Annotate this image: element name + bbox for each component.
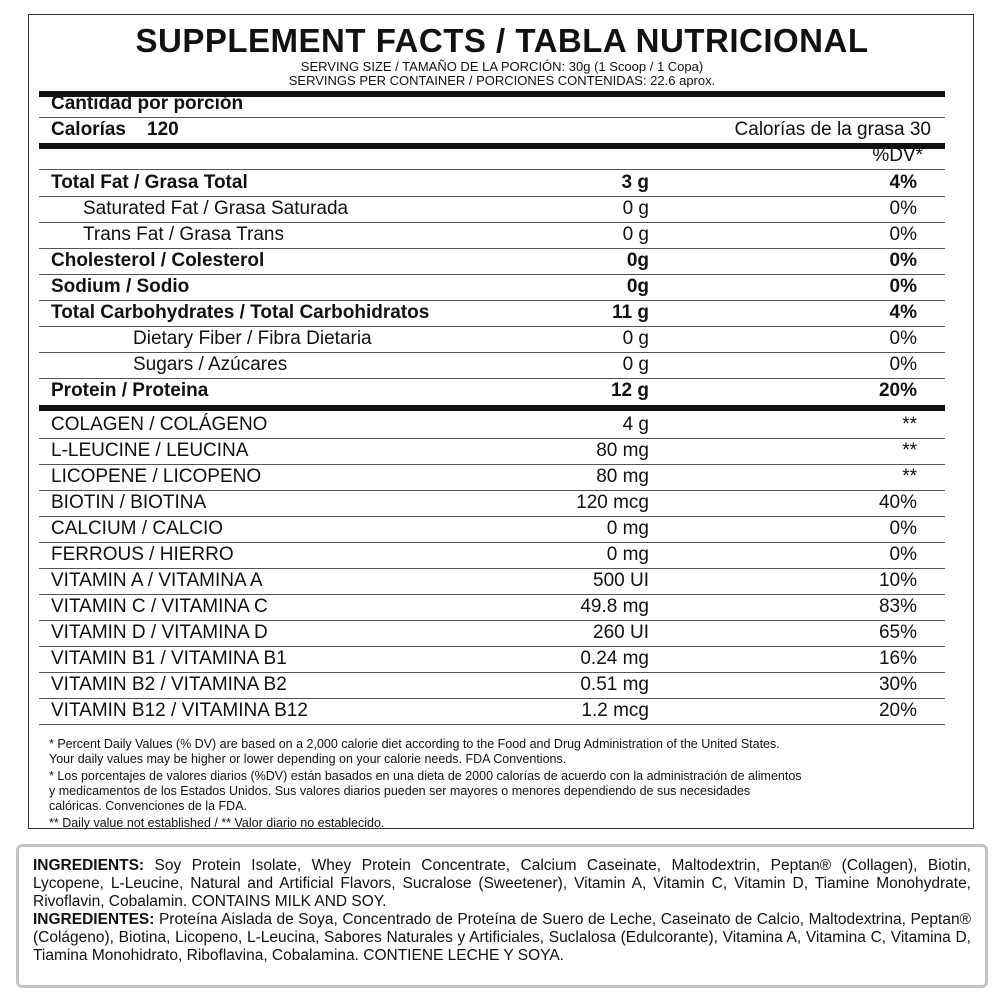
nutrient-row	[39, 490, 945, 516]
ingredients-en-text: Soy Protein Isolate, Whey Protein Concentrate, Calcium Caseinate, Maltodextrin, Peptan® (Collagen), Biotin, Lycopene, L-Leucine, Natural and Artificial Flavors, Sucralose (Sweetener), Vitamin A, Vitamin C, Vitamin D, Tiamine Monohydrate, Rivoflavin, Cobalamin. CONTAINS MILK AND SOY.	[33, 857, 971, 910]
nutrient-amount: 80 mg	[596, 440, 649, 461]
nutrient-row	[39, 438, 945, 464]
supplement-facts-panel	[28, 14, 974, 829]
nutrient-name: VITAMIN B2 / VITAMINA B2	[51, 674, 287, 695]
nutrient-name: FERROUS / HIERRO	[51, 544, 234, 565]
nutrient-row	[39, 698, 945, 724]
nutrient-amount: 0 mg	[606, 544, 649, 565]
nutrient-dv: 0%	[889, 276, 917, 297]
nutrient-name: Cholesterol / Colesterol	[51, 250, 265, 271]
nutrient-dv: 0%	[889, 198, 917, 219]
nutrient-dv: 0%	[889, 224, 917, 245]
nutrient-dv: 16%	[878, 648, 917, 669]
nutrient-row	[39, 274, 945, 300]
nutrient-row	[39, 620, 945, 646]
nutrient-name: VITAMIN B1 / VITAMINA B1	[51, 648, 287, 669]
nutrient-amount: 120 mcg	[576, 492, 649, 513]
nutrient-amount: 0.24 mg	[580, 648, 649, 669]
ingredients-es-text: Proteína Aislada de Soya, Concentrado de Proteína de Suero de Leche, Caseinato de Calcio, Maltodextrina, Peptan® (Colágeno), Biotina, Licopeno, L-Leucina, Sabores Naturales y Artificiales, Suclalosa (Edulcorante), Vitamina A, Vitamina C, Vitamina D, Tiamina Monohidrato, Riboflavina, Cobalamina. CONTIENE LECHE Y SOYA.	[33, 911, 971, 964]
nutrient-dv: 65%	[878, 622, 917, 643]
nutrient-row	[39, 646, 945, 672]
ingredients-box	[16, 844, 988, 988]
calories-row	[39, 117, 945, 143]
nutrient-name: LICOPENE / LICOPENO	[51, 466, 262, 487]
nutrient-name: Protein / Proteina	[51, 380, 209, 401]
nutrient-amount: 260 UI	[593, 622, 649, 643]
nutrient-row	[39, 300, 945, 326]
nutrient-amount: 0 g	[622, 224, 649, 245]
nutrient-row	[39, 248, 945, 274]
nutrient-dv: 0%	[889, 544, 917, 565]
calories-value: 120	[147, 119, 179, 140]
footnote-line: * Los porcentajes de valores diarios (%DV) están basados en una dieta de 2000 calorías de acuerdo con la administración de alimentos	[49, 769, 802, 783]
footnote-line: calóricas. Convenciones de la FDA.	[49, 799, 248, 813]
nutrient-dv: **	[902, 466, 917, 487]
nutrient-row	[39, 412, 945, 438]
amount-per-serving-row	[39, 91, 945, 117]
nutrient-row	[39, 672, 945, 698]
divider	[39, 405, 945, 411]
nutrient-name: BIOTIN / BIOTINA	[51, 492, 207, 513]
calories-from-fat: Calorías de la grasa 30	[734, 119, 931, 140]
dv-header-row	[39, 143, 945, 169]
calories-label: Calorías	[51, 119, 126, 140]
nutrient-amount: 1.2 mcg	[581, 700, 649, 721]
dv-header: %DV*	[872, 145, 923, 166]
nutrient-row	[39, 542, 945, 568]
nutrient-dv: 10%	[878, 570, 917, 591]
nutrient-amount: 0 g	[622, 328, 649, 349]
nutrient-name: L-LEUCINE / LEUCINA	[51, 440, 249, 461]
nutrient-amount: 0g	[626, 250, 649, 271]
nutrient-name: VITAMIN D / VITAMINA D	[51, 622, 268, 643]
ingredients-english	[33, 857, 971, 911]
nutrient-amount: 80 mg	[596, 466, 649, 487]
nutrient-dv: 30%	[878, 674, 917, 695]
nutrient-dv: 0%	[889, 354, 917, 375]
nutrient-row	[39, 568, 945, 594]
nutrient-dv: 20%	[878, 380, 917, 401]
nutrient-dv: 40%	[878, 492, 917, 513]
footnote-line: ** Daily value not established / ** Valor diario no establecido.	[49, 816, 385, 830]
footnote-line: y medicamentos de los Estados Unidos. Sus valores diarios pueden ser mayores o menores dependiendo de sus necesidades	[49, 784, 751, 798]
nutrient-dv: 83%	[878, 596, 917, 617]
nutrient-amount: 0g	[626, 276, 649, 297]
nutrient-row	[39, 516, 945, 542]
serving-size: SERVING SIZE / TAMAÑO DE LA PORCIÓN: 30g (1 Scoop / 1 Copa)	[300, 59, 704, 74]
row-divider	[39, 724, 945, 725]
nutrient-name: Saturated Fat / Grasa Saturada	[83, 198, 349, 219]
nutrient-row	[39, 326, 945, 352]
nutrient-dv: 4%	[889, 302, 917, 323]
footnote-line: Your daily values may be higher or lower depending on your calorie needs. FDA Conventions.	[49, 752, 567, 766]
nutrient-dv: 0%	[889, 250, 917, 271]
servings-per-container: SERVINGS PER CONTAINER / PORCIONES CONTENIDAS: 22.6 aprox.	[288, 73, 716, 88]
nutrient-amount: 49.8 mg	[580, 596, 649, 617]
nutrient-amount: 0 mg	[606, 518, 649, 539]
nutrient-dv: **	[902, 414, 917, 435]
ingredients-es-label: INGREDIENTES:	[33, 911, 155, 928]
nutrient-row	[39, 464, 945, 490]
nutrient-dv: 0%	[889, 328, 917, 349]
nutrient-name: CALCIUM / CALCIO	[51, 518, 224, 539]
nutrient-amount: 11 g	[612, 302, 649, 323]
nutrient-dv: 20%	[878, 700, 917, 721]
footnote-line: * Percent Daily Values (% DV) are based on a 2,000 calorie diet according to the Food and Drug Administration of the United States.	[49, 737, 780, 751]
nutrient-row	[39, 352, 945, 378]
nutrient-name: Sugars / Azúcares	[133, 354, 288, 375]
nutrient-dv: **	[902, 440, 917, 461]
nutrient-amount: 4 g	[622, 414, 649, 435]
nutrient-row	[39, 222, 945, 248]
nutrient-row	[39, 170, 945, 196]
nutrient-amount: 500 UI	[593, 570, 649, 591]
ingredients-en-label: INGREDIENTS:	[33, 857, 145, 874]
nutrient-dv: 4%	[889, 172, 917, 193]
nutrient-amount: 0 g	[622, 198, 649, 219]
nutrient-name: VITAMIN B12 / VITAMINA B12	[51, 700, 308, 721]
nutrient-name: COLAGEN / COLÁGENO	[51, 414, 268, 435]
nutrient-amount: 0 g	[622, 354, 649, 375]
ingredients-spanish	[33, 911, 971, 965]
nutrient-amount: 12 g	[610, 380, 649, 401]
nutrient-name: VITAMIN C / VITAMINA C	[51, 596, 268, 617]
amount-per-serving: Cantidad por porción	[51, 93, 244, 114]
nutrient-name: Total Carbohydrates / Total Carbohidratos	[51, 302, 430, 323]
nutrient-name: VITAMIN A / VITAMINA A	[51, 570, 263, 591]
nutrient-row	[39, 378, 945, 404]
nutrient-name: Total Fat / Grasa Total	[51, 172, 248, 193]
nutrient-name: Trans Fat / Grasa Trans	[83, 224, 284, 245]
nutrient-name: Dietary Fiber / Fibra Dietaria	[133, 328, 372, 349]
nutrient-amount: 3 g	[621, 172, 649, 193]
panel-title: SUPPLEMENT FACTS / TABLA NUTRICIONAL	[135, 22, 869, 59]
nutrient-row	[39, 594, 945, 620]
nutrient-dv: 0%	[889, 518, 917, 539]
nutrient-row	[39, 196, 945, 222]
nutrient-amount: 0.51 mg	[580, 674, 649, 695]
nutrient-name: Sodium / Sodio	[51, 276, 190, 297]
